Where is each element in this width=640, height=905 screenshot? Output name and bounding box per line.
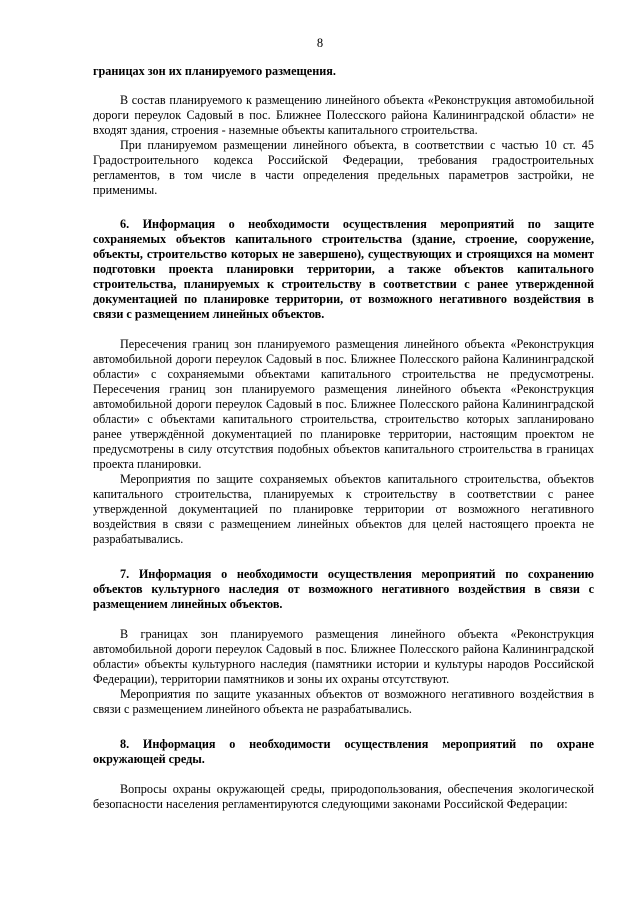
page-number: 8 bbox=[316, 36, 324, 50]
paragraph-composition: В состав планируемого к размещению линейного объекта «Реконструкция автомобильной дороги переулок Садовый в пос. Ближнее Полесского района Калининградской области» не входят здания, строения - наземные объекты капитального строительства. bbox=[93, 93, 594, 137]
paragraph-environment-laws: Вопросы охраны окружающей среды, природопользования, обеспечения экологической безопасности населения регламентируются следующими законами Российской Федерации: bbox=[93, 782, 594, 811]
paragraph-heritage-measures: Мероприятия по защите указанных объектов от возможного негативного воздействия в связи с размещением линейного объекта не разрабатывались. bbox=[93, 687, 594, 716]
paragraph-intersections: Пересечения границ зон планируемого размещения линейного объекта «Реконструкция автомобильной дороги переулок Садовый в пос. Ближнее Полесского района Калининградской области» с сохраняемыми объектами капитального строительства не предусмотрены. Пересечения границ зон планируемого размещения линейного объекта «Реконструкция автомобильной дороги переулок Садовый в пос. Ближнее Полесского района Калининградской области» с объектами капитального строительства, строительство которых запланировано ранее утверждённой документацией по планировке территории, настоящим проектом не предусмотрены в силу отсутствия подобных объектов капитального строительства в границах проекта планировки. bbox=[93, 337, 594, 471]
paragraph-protection-measures: Мероприятия по защите сохраняемых объектов капитального строительства, объектов капитального строительства, планируемых к строительству в соответствии с ранее утвержденной документацией по планировке территории от возможного негативного воздействия в связи с размещением линейных объектов для целей настоящего проекта не разрабатывались. bbox=[93, 472, 594, 546]
paragraph-cultural-heritage: В границах зон планируемого размещения линейного объекта «Реконструкция автомобильной дороги переулок Садовый в пос. Ближнее Полесского района Калининградской области» объекты культурного наследия (памятники истории и культуры народов Российской Федерации), территории памятников и зоны их охраны отсутствуют. bbox=[93, 627, 594, 686]
section-heading-7: 7. Информация о необходимости осуществления мероприятий по сохранению объектов культурного наследия от возможного негативного воздействия в связи с размещением линейных объектов. bbox=[93, 567, 594, 611]
paragraph-regulations: При планируемом размещении линейного объекта, в соответствии с частью 10 ст. 45 Градостроительного кодекса Российской Федерации, требования градостроительных регламентов, в том числе в части определения предельных параметров застройки, не применимы. bbox=[93, 138, 594, 197]
continued-paragraph: границах зон их планируемого размещения. bbox=[93, 64, 336, 78]
section-heading-6: 6. Информация о необходимости осуществления мероприятий по защите сохраняемых объектов капитального строительства (здание, строение, сооружение, объекты, строительство которых не завершено), существующих и строящихся на момент подготовки проекта планировки территории, а также объектов капитального строительства, планируемых к строительству в соответствии с ранее утвержденной документацией по планировке территории, от возможного негативного воздействия в связи с размещением линейных объектов. bbox=[93, 217, 594, 321]
page-content bbox=[93, 64, 594, 812]
section-heading-8: 8. Информация о необходимости осуществления мероприятий по охране окружающей среды. bbox=[93, 737, 594, 766]
